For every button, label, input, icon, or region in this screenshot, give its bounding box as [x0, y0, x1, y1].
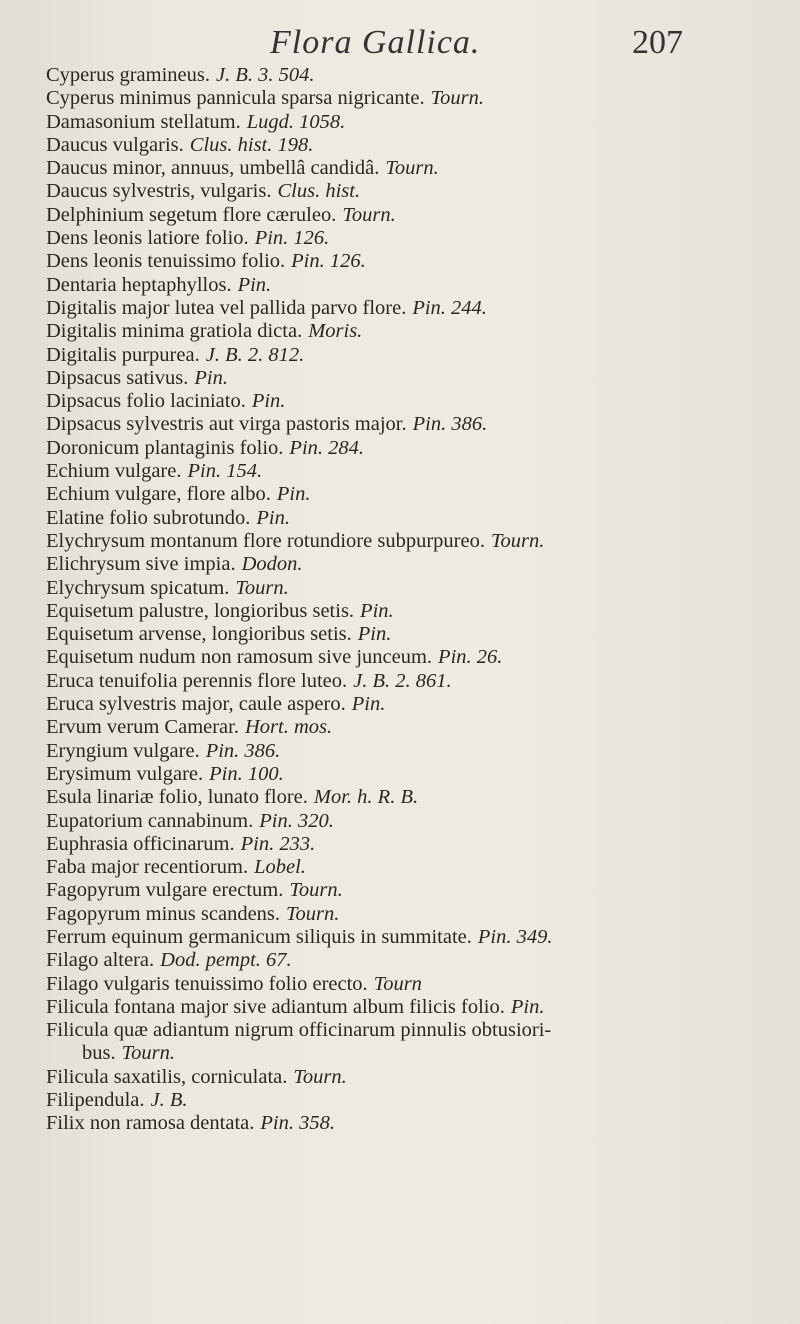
plant-entry [46, 973, 766, 996]
plant-entry [46, 250, 766, 273]
reference: Pin. [360, 599, 394, 622]
plant-name: Eryngium vulgare. [46, 739, 200, 762]
plant-name: Daucus minor, annuus, umbellâ candidâ. [46, 157, 380, 180]
plant-name: Filicula quæ adiantum nigrum officinarum pinnulis obtusiori- [46, 1019, 552, 1042]
reference: Pin. [276, 483, 311, 506]
reference: Pin. [237, 273, 272, 296]
plant-entry [46, 320, 766, 343]
reference: Moris. [308, 320, 363, 343]
reference: Pin. 349. [477, 925, 553, 948]
plant-name: Doronicum plantaginis folio. [46, 436, 284, 459]
reference: Dodon. [241, 553, 303, 576]
plant-entry [46, 1019, 766, 1042]
plant-name: Dipsacus sativus. [46, 366, 189, 389]
plant-name: Ervum verum Camerar. [46, 716, 239, 739]
reference: Clus. hist. [277, 180, 361, 203]
reference: Lugd. 1058. [246, 110, 346, 133]
plant-entry [46, 413, 766, 436]
reference: Pin. 26. [438, 646, 503, 669]
plant-entry [46, 437, 766, 460]
reference: Tourn. [286, 902, 340, 925]
plant-name: Elychrysum montanum flore rotundiore subpurpureo. [46, 529, 485, 552]
plant-entry [46, 577, 766, 600]
plant-entry [46, 111, 766, 134]
plant-entry [46, 1066, 766, 1089]
plant-name: Ferrum equinum germanicum siliquis in summitate. [46, 925, 472, 948]
plant-name: Eruca sylvestris major, caule aspero. [46, 693, 346, 716]
plant-name: Filicula fontana major sive adiantum album filicis folio. [46, 995, 505, 1018]
plant-entry [46, 297, 766, 320]
plant-entry [46, 763, 766, 786]
plant-entry [46, 716, 766, 739]
reference: J. B. 2. 812. [205, 343, 305, 366]
reference: Pin. 100. [209, 762, 284, 785]
plant-name: Daucus vulgaris. [46, 133, 184, 156]
plant-name: Dipsacus folio laciniato. [46, 390, 246, 413]
reference: Pin. 320. [259, 809, 334, 832]
reference: Pin. 126. [254, 227, 330, 250]
plant-entry [46, 134, 766, 157]
reference: Tourn. [289, 879, 343, 902]
reference: Tourn. [385, 157, 439, 180]
reference: Pin. 284. [289, 436, 365, 459]
reference: Pin. 386. [205, 739, 281, 762]
plant-entry [46, 64, 766, 87]
reference: J. B. [150, 1089, 188, 1112]
plant-name: Equisetum arvense, longioribus setis. [46, 623, 352, 646]
plant-name: Eruca tenuifolia perennis flore luteo. [46, 669, 348, 692]
plant-entry [46, 390, 766, 413]
plant-entry [46, 926, 766, 949]
plant-name: Equisetum nudum non ramosum sive junceum. [46, 646, 433, 669]
plant-name: Esula linariæ folio, lunato flore. [46, 786, 308, 809]
plant-entry [46, 879, 766, 902]
plant-name: Dipsacus sylvestris aut virga pastoris major. [46, 413, 407, 436]
reference: Mor. h. R. B. [313, 786, 419, 809]
plant-name: Digitalis purpurea. [46, 343, 200, 366]
plant-name: Cyperus minimus pannicula sparsa nigricante. [46, 87, 425, 110]
reference: Dod. pempt. 67. [160, 949, 292, 972]
plant-entry [46, 1112, 766, 1135]
plant-entry [46, 180, 766, 203]
plant-name: Fagopyrum vulgare erectum. [46, 879, 284, 902]
plant-entry [46, 507, 766, 530]
plant-entry [46, 460, 766, 483]
plant-entry [46, 996, 766, 1019]
plant-name: Filix non ramosa dentata. [46, 1112, 255, 1135]
reference: Pin. [357, 623, 392, 646]
page-header [0, 20, 800, 70]
plant-name: Filago vulgaris tenuissimo folio erecto. [46, 972, 368, 995]
page-number: 207 [632, 24, 683, 61]
plant-entry [46, 227, 766, 250]
plant-name: Erysimum vulgare. [46, 762, 204, 785]
plant-entry [46, 670, 766, 693]
reference: Clus. hist. 198. [189, 133, 314, 156]
reference: Pin. [256, 506, 290, 529]
plant-entry [46, 623, 766, 646]
reference: Pin. 244. [412, 296, 487, 319]
plant-entry [46, 344, 766, 367]
plant-name: Delphinium segetum flore cæruleo. [46, 203, 337, 226]
plant-name: Dentaria heptaphyllos. [46, 273, 232, 296]
plant-entry [46, 903, 766, 926]
reference: Tourn. [342, 203, 396, 226]
reference: J. B. 3. 504. [215, 64, 315, 86]
reference: Pin. 386. [412, 413, 488, 436]
reference: Tourn [373, 972, 422, 995]
reference: Hort. mos. [244, 716, 333, 739]
plant-entry [46, 204, 766, 227]
plant-entry [46, 553, 766, 576]
plant-name: Filago altera. [46, 949, 155, 972]
plant-name: Euphrasia officinarum. [46, 832, 235, 855]
plant-entry [46, 367, 766, 390]
plant-entry [46, 600, 766, 623]
plant-name: Filicula saxatilis, corniculata. [46, 1065, 288, 1088]
reference: J. B. 2. 861. [353, 669, 452, 692]
plant-name: Elatine folio subrotundo. [46, 506, 251, 529]
plant-entry [46, 483, 766, 506]
plant-name: Echium vulgare. [46, 460, 182, 483]
plant-entry [46, 646, 766, 669]
plant-entry [46, 87, 766, 110]
reference: Pin. 154. [187, 460, 263, 483]
plant-entry [46, 274, 766, 297]
reference: Pin. 358. [260, 1112, 335, 1135]
plant-name: Echium vulgare, flore albo. [46, 483, 271, 506]
plant-entry [46, 530, 766, 553]
plant-name: Eupatorium cannabinum. [46, 809, 254, 832]
running-title: Flora Gallica. [270, 24, 481, 61]
plant-name: Elychrysum spicatum. [46, 576, 230, 599]
reference: Lobel. [254, 856, 306, 879]
reference: Pin. [251, 390, 286, 413]
reference: Tourn. [235, 576, 289, 599]
plant-name: Equisetum palustre, longioribus setis. [46, 599, 355, 622]
plant-name: Faba major recentiorum. [46, 856, 249, 879]
plant-entry [46, 693, 766, 716]
reference: Tourn. [430, 87, 484, 110]
plant-entry-list [46, 64, 766, 1136]
reference: Pin. [194, 366, 228, 389]
plant-entry [46, 856, 766, 879]
reference: Tourn. [121, 1042, 175, 1065]
plant-entry [46, 833, 766, 856]
plant-entry [46, 949, 766, 972]
plant-name: Daucus sylvestris, vulgaris. [46, 180, 272, 203]
reference: Pin. [510, 995, 545, 1018]
plant-name: Cyperus gramineus. [46, 64, 210, 86]
plant-name: Damasonium stellatum. [46, 110, 241, 133]
plant-name: Dens leonis tenuissimo folio. [46, 250, 286, 273]
plant-entry [46, 810, 766, 833]
plant-name: Dens leonis latiore folio. [46, 227, 249, 250]
reference: Pin. 233. [240, 832, 316, 855]
plant-name: bus. [82, 1042, 116, 1065]
reference: Pin. 126. [291, 250, 366, 273]
plant-name: Digitalis major lutea vel pallida parvo flore. [46, 296, 407, 319]
plant-name: Elichrysum sive impia. [46, 553, 236, 576]
reference: Pin. [351, 693, 386, 716]
plant-entry [46, 1089, 766, 1112]
plant-entry [46, 740, 766, 763]
plant-name: Fagopyrum minus scandens. [46, 902, 281, 925]
plant-entry [46, 786, 766, 809]
plant-name: Digitalis minima gratiola dicta. [46, 320, 303, 343]
plant-entry [46, 157, 766, 180]
reference: Tourn. [490, 529, 545, 552]
reference: Tourn. [293, 1065, 347, 1088]
plant-entry [46, 1042, 766, 1065]
plant-name: Filipendula. [46, 1089, 145, 1112]
